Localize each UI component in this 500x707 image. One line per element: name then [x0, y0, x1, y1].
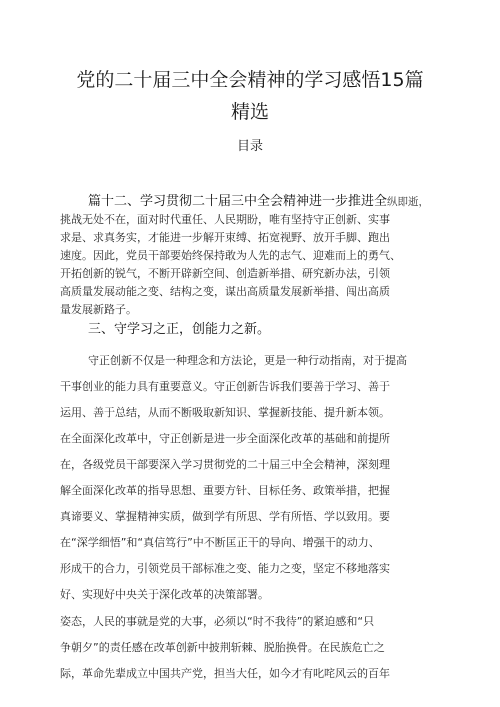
section-3-heading: 三、守学习之正，创能力之新。 — [88, 322, 271, 337]
section-12-line: 挑战无处不在，面对时代重任、人民期盼，唯有坚持守正创新、实事 — [60, 213, 390, 226]
section-3-line: 姿态，人民的事就是党的大事，必须以“时不我待”的紧迫感和“只 — [60, 615, 375, 628]
document-title-line-1: 党的二十届三中全会精神的学习感悟15篇 — [76, 69, 424, 91]
section-12-heading: 篇十二、学习贯彻二十届三中全会精神进一步推进全 — [88, 194, 388, 209]
section-12-line: 高质量发展动能之变、结构之变，谋出高质量发展新举措、闯出高质 — [60, 285, 390, 298]
section-3-line: 好、实现好中央关于深化改革的决策部署。 — [60, 588, 269, 601]
document-title-line-2: 精选 — [230, 101, 269, 123]
section-3-line: 守正创新不仅是一种理念和方法论，更是一种行动指南，对于提高 — [88, 354, 407, 367]
section-12-first-line — [88, 194, 429, 210]
section-12-line: 速度。因此，党员干部要始终保持敢为人先的志气、迎难而上的勇气、 — [60, 249, 401, 262]
section-3-line: 形成干的合力，引领党员干部标准之变、能力之变，坚定不移地落实 — [60, 562, 390, 575]
section-3-line: 际，革命先辈成立中国共产党，担当大任，如今才有叱咤风云的百年 — [60, 667, 390, 680]
section-3-line: 解全面深化改革的指导思想、重要方针、目标任务、政策举措，把握 — [60, 484, 390, 497]
section-3-line: 运用、善于总结，从而不断吸取新知识、掌握新技能、提升新本领。 — [60, 406, 390, 419]
section-3-line: 争朝夕”的责任感在改革创新中披荆斩棘、脱胎换骨。在民族危亡之 — [60, 641, 385, 654]
section-3-line: 在，各级党员干部要深入学习贯彻党的二十届三中全会精神，深刻理 — [60, 458, 390, 471]
toc-label: 目录 — [236, 139, 263, 154]
section-12-line: 纵即逝， — [387, 196, 430, 208]
section-12-line: 开拓创新的锐气，不断开辟新空间、创造新举措、研究新办法，引领 — [60, 267, 390, 280]
section-3-line: 真谛要义、掌握精神实质，做到学有所思、学有所悟、学以致用。要 — [60, 510, 390, 523]
section-3-line: 在“深学细悟”和“真信笃行”中不断匡正干的导向、增强干的动力、 — [60, 536, 380, 549]
section-3-line: 在全面深化改革中，守正创新是进一步全面深化改革的基础和前提所 — [60, 432, 390, 445]
section-3-line: 干事创业的能力具有重要意义。守正创新告诉我们要善于学习、善于 — [60, 380, 390, 393]
section-12-line: 求是、求真务实，才能进一步解开束缚、拓宽视野、放开手脚、跑出 — [60, 231, 390, 244]
section-12-line: 量发展新路子。 — [60, 303, 137, 316]
